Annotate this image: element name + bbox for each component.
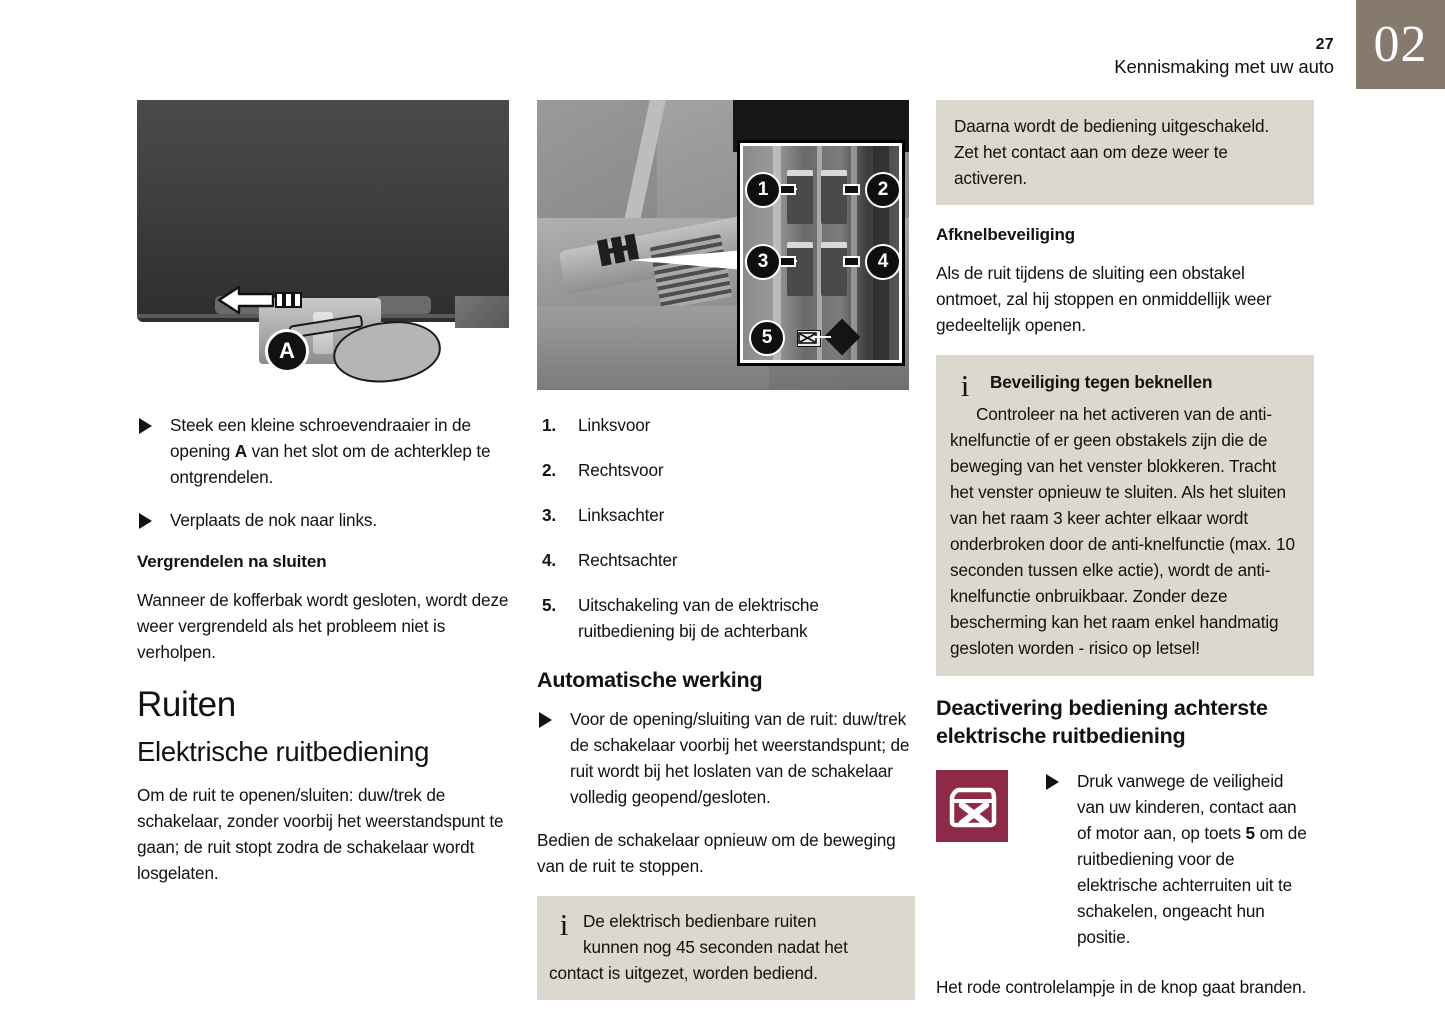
page-number: 27 bbox=[1315, 36, 1334, 53]
list-number: 1. bbox=[542, 415, 557, 435]
info-line-1: De elektrisch bedienbare ruiten bbox=[583, 911, 817, 931]
callout-badge-a: A bbox=[265, 329, 309, 373]
bullet-auto-operation bbox=[537, 706, 915, 810]
air-vent bbox=[650, 234, 733, 311]
leader-dash-1 bbox=[779, 184, 796, 195]
list-label: Uitschakeling van de elektrische ruitbediening bij de achterbank bbox=[578, 595, 819, 641]
warning-box-anti-pinch bbox=[936, 355, 1314, 676]
triangle-bullet-icon bbox=[139, 513, 152, 529]
heading-deactivering-achterste-ruitbediening: Deactivering bediening achterste elektrische ruitbediening bbox=[936, 696, 1268, 748]
list-label: Linksachter bbox=[578, 505, 665, 525]
middle-column bbox=[537, 100, 915, 1018]
figure-trunk-lock-emergency-release bbox=[137, 100, 509, 390]
window-disable-symbol-icon bbox=[797, 330, 821, 347]
rocker-switch-2[interactable] bbox=[821, 170, 847, 224]
leader-dash-2 bbox=[843, 184, 860, 195]
section-title: Kennismaking met uw auto bbox=[1114, 56, 1334, 77]
list-item bbox=[537, 502, 915, 528]
window-position-list bbox=[537, 412, 915, 644]
list-item bbox=[537, 547, 915, 573]
list-label: Linksvoor bbox=[578, 415, 651, 435]
left-column bbox=[137, 100, 515, 903]
list-item bbox=[537, 412, 915, 438]
warning-box-title: Beveiliging tegen beknellen bbox=[990, 372, 1213, 392]
callout-pointer bbox=[629, 250, 745, 270]
bullet-text-part-2: om de ruitbediening voor de elektrische achterruiten uit te schakelen, ongeacht hun positie. bbox=[1077, 823, 1307, 947]
list-item bbox=[537, 592, 915, 644]
list-number: 2. bbox=[542, 460, 557, 480]
list-number: 4. bbox=[542, 550, 557, 570]
bullet-unlock-tailgate bbox=[137, 412, 515, 490]
heading-elektrische-ruitbediening: Elektrische ruitbediening bbox=[137, 736, 430, 767]
switch-detail-inset bbox=[737, 140, 905, 366]
leader-dash-4 bbox=[843, 256, 860, 267]
list-label: Rechtsvoor bbox=[578, 460, 664, 480]
figure-badge-2: 2 bbox=[865, 172, 901, 208]
info-icon: i bbox=[960, 368, 970, 403]
info-box-reactivate bbox=[936, 100, 1314, 205]
paragraph-stop-movement: Bedien de schakelaar opnieuw om de beweging van de ruit te stoppen. bbox=[537, 830, 896, 876]
bullet-text-part-1: Steek een kleine schroevendraaier in de opening bbox=[170, 415, 471, 461]
figure-badge-4: 4 bbox=[865, 244, 901, 280]
bullet-text: Verplaats de nok naar links. bbox=[170, 510, 377, 530]
figure-electric-window-switches bbox=[537, 100, 909, 390]
list-number: 5. bbox=[542, 595, 557, 615]
info-box-text: Daarna wordt de bediening uitgeschakeld. Zet het contact aan om deze weer te activeren. bbox=[954, 116, 1270, 188]
triangle-bullet-icon bbox=[139, 418, 152, 434]
paragraph-window-operation: Om de ruit te openen/sluiten: duw/trek de schakelaar, zonder voorbij het weerstandspunt te gaan; de ruit stopt zodra de schakelaar wordt losgelaten. bbox=[137, 785, 504, 883]
heading-automatische-werking: Automatische werking bbox=[537, 668, 763, 692]
info-line-2: kunnen nog 45 seconden nadat het bbox=[583, 937, 848, 957]
triangle-bullet-icon bbox=[539, 712, 552, 728]
bullet-text-part-2: van het slot om de achterklep te ontgrendelen. bbox=[170, 441, 491, 487]
bullet-move-cam-left bbox=[137, 507, 515, 533]
rear-window-deactivation-block bbox=[936, 768, 1314, 950]
subhead-vergrendelen-na-sluiten: Vergrendelen na sluiten bbox=[137, 552, 327, 571]
trim-right bbox=[375, 296, 431, 314]
chapter-number-tab: 02 bbox=[1356, 0, 1445, 89]
info-icon: i bbox=[559, 907, 569, 942]
bullet-press-key-5 bbox=[1046, 768, 1314, 950]
page-header bbox=[900, 36, 1334, 79]
warning-box-body: Controleer na het activeren van de anti-knelfunctie of er geen obstakels zijn die de beweging van het venster blokkeren. Tracht het venster opnieuw te sluiten. Als het sluiten van het raam 3 keer achter elkaar wordt onderbroken door de anti-knelfunctie (max. 10 seconden tussen elke actie), wordt de anti-knelfunctie onbruikbaar. Zonder deze bescherming kan het raam enkel handmatig gesloten worden - risico op letsel! bbox=[950, 404, 1295, 658]
left-arrow-icon bbox=[217, 285, 305, 315]
trunk-corner bbox=[455, 296, 509, 328]
bullet-text-part-1: Druk vanwege de veiligheid van uw kinderen, contact aan of motor aan, op toets bbox=[1077, 771, 1297, 843]
leader-dash-3 bbox=[779, 256, 796, 267]
rocker-switch-1[interactable] bbox=[787, 170, 813, 224]
figure-badge-5: 5 bbox=[749, 320, 785, 356]
right-column bbox=[936, 100, 1314, 1017]
info-line-3: contact is uitgezet, worden bediend. bbox=[549, 963, 818, 983]
list-number: 3. bbox=[542, 505, 557, 525]
rear-window-disable-icon bbox=[936, 770, 1008, 842]
figure-badge-1: 1 bbox=[745, 172, 781, 208]
rocker-switch-4[interactable] bbox=[821, 242, 847, 296]
figure-badge-3: 3 bbox=[745, 244, 781, 280]
heading-ruiten: Ruiten bbox=[137, 685, 236, 724]
paragraph-obstacle-detection: Als de ruit tijdens de sluiting een obstakel ontmoet, zal hij stoppen en onmiddellijk weer gedeeltelijk openen. bbox=[936, 263, 1272, 335]
rocker-switch-3[interactable] bbox=[787, 242, 813, 296]
bullet-text: Voor de opening/sluiting van de ruit: duw/trek de schakelaar voorbij het weerstandspunt; de ruit wordt bij het loslaten van de schakelaar volledig geopend/gesloten. bbox=[570, 709, 910, 807]
paragraph-indicator-light: Het rode controlelampje in de knop gaat branden. bbox=[936, 977, 1307, 997]
list-label: Rechtsachter bbox=[578, 550, 678, 570]
list-item bbox=[537, 457, 915, 483]
triangle-bullet-icon bbox=[1046, 774, 1059, 790]
bullet-bold-5: 5 bbox=[1245, 823, 1255, 843]
lower-door-trim bbox=[537, 306, 769, 390]
subhead-afknelbeveiliging: Afknelbeveiliging bbox=[936, 225, 1076, 244]
bullet-bold-a: A bbox=[234, 441, 248, 461]
info-box-45-seconds bbox=[537, 896, 915, 1000]
paragraph-relock: Wanneer de kofferbak wordt gesloten, wordt deze weer vergrendeld als het probleem niet is verholpen. bbox=[137, 590, 509, 662]
trunk-panel bbox=[137, 100, 509, 322]
